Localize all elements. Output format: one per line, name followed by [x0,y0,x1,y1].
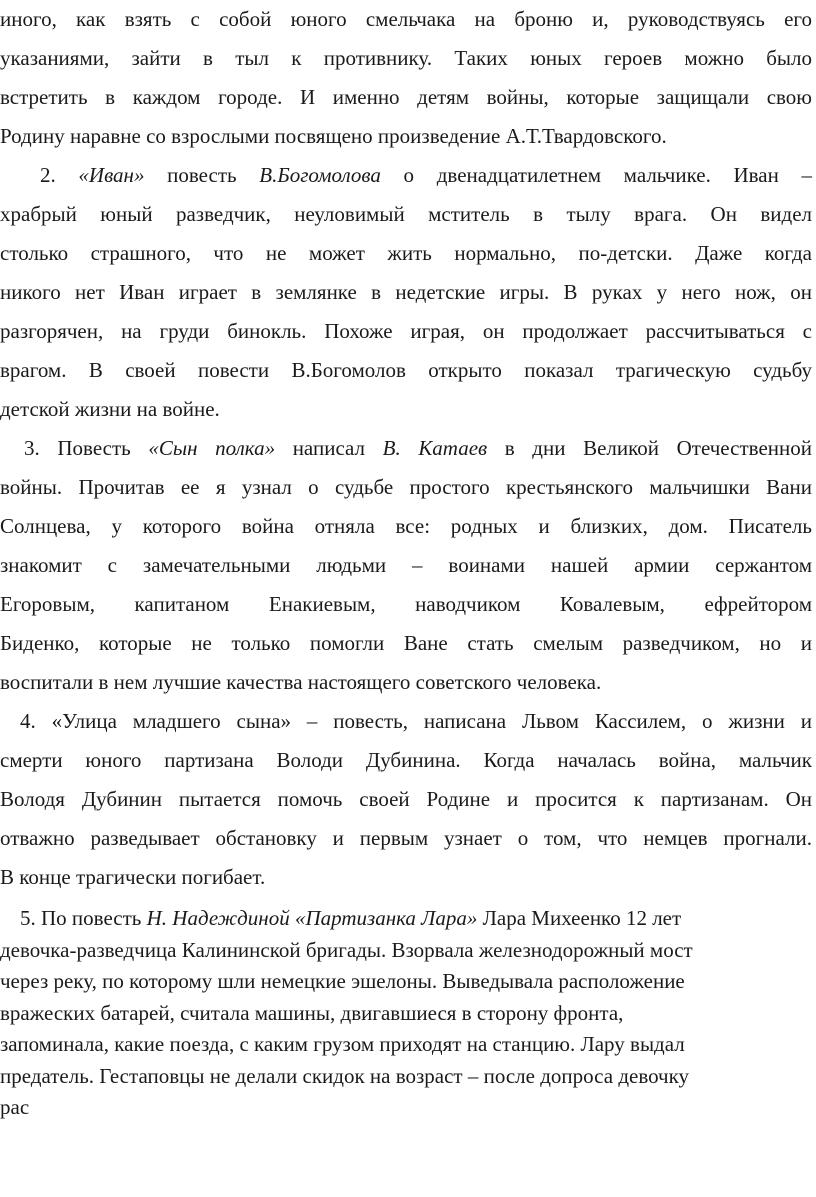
text-line: столько страшного, что не может жить нормально, по-детски. Даже когда [0,241,812,265]
text-fragment: Лара Михеенко 12 лет [477,906,682,930]
text-line: храбрый юный разведчик, неуловимый мститель в тылу врага. Он видел [0,202,812,226]
text-fragment: написал [275,436,383,460]
text-line: рас [0,1095,30,1119]
text-fragment: повесть [144,163,260,187]
paragraph-4 [0,704,812,899]
paragraph-2 [0,158,812,431]
text-line: смерти юного партизана Володи Дубинина. Когда началась война, мальчик [0,748,812,772]
text-line: через реку, по которому шли немецкие эшелоны. Выведывала расположение [0,969,685,993]
text-line: детской жизни на войне. [0,397,220,421]
author-name: В.Богомолова [259,163,381,187]
text-line: войны. Прочитав ее я узнал о судьбе простого крестьянского мальчишки Вани [0,475,812,499]
text-line: Солнцева, у которого война отняла все: родных и близких, дом. Писатель [0,514,812,538]
text-line: знакомит с замечательными людьми – воинами нашей армии сержантом [0,553,812,577]
text-line: 4. «Улица младшего сына» – повесть, написана Львом Кассилем, о жизни и [20,709,812,733]
text-line: Егоровым, капитаном Енакиевым, наводчиком Ковалевым, ефрейтором [0,592,812,616]
text-line: В конце трагически погибает. [0,865,266,889]
text-line: иного, как взять с собой юного смельчака на броню и, руководствуясь его [0,7,812,31]
item-number: 2. [40,163,79,187]
text-line: разгорячен, на груди бинокль. Похоже играя, он продолжает рассчитываться с [0,319,812,343]
text-line: Володя Дубинин пытается помочь своей Родине и просится к партизанам. Он [0,787,812,811]
text-fragment: в дни Великой Отечественной [487,436,812,460]
paragraph-3 [0,431,812,704]
text-line: Биденко, которые не только помогли Ване стать смелым разведчиком, но и [0,631,812,655]
paragraph-5 [0,903,812,1124]
text-line: указаниями, зайти в тыл к противнику. Таких юных героев можно было [0,46,812,70]
work-title: «Иван» [78,163,145,187]
text-line: вражеских батарей, считала машины, двигавшиеся в сторону фронта, [0,1000,624,1025]
text-fragment: 5. По повесть [20,906,147,930]
text-line [0,903,812,935]
text-line: встретить в каждом городе. И именно детям войны, которые защищали свою [0,85,812,109]
paragraph-1 [0,2,812,158]
author-name: В. Катаев [382,436,488,460]
text-fragment: 3. Повесть [24,436,149,460]
text-line [0,431,812,470]
text-line [0,158,812,197]
text-line: запоминала, какие поезда, с каким грузом приходят на станцию. Лару выдал [0,1032,685,1056]
text-fragment: о двенадцатилетнем мальчике. Иван – [380,163,813,187]
text-line: девочка-разведчица Калининской бригады. Взорвала железнодорожный мост [0,937,693,962]
text-line: отважно разведывает обстановку и первым узнает о том, что немцев прогнали. [0,826,812,850]
work-title: Н. Надеждиной «Партизанка Лара» [146,906,478,930]
text-line: Родину наравне со взрослыми посвящено произведение А.Т.Твардовского. [0,124,667,148]
text-line: никого нет Иван играет в землянке в недетские игры. В руках у него нож, он [0,280,812,304]
text-line: врагом. В своей повести В.Богомолов открыто показал трагическую судьбу [0,358,812,382]
text-line: воспитали в нем лучшие качества настоящего советского человека. [0,670,602,694]
work-title: «Сын полка» [148,436,276,460]
text-line: предатель. Гестаповцы не делали скидок на возраст – после допроса девочку [0,1063,690,1088]
